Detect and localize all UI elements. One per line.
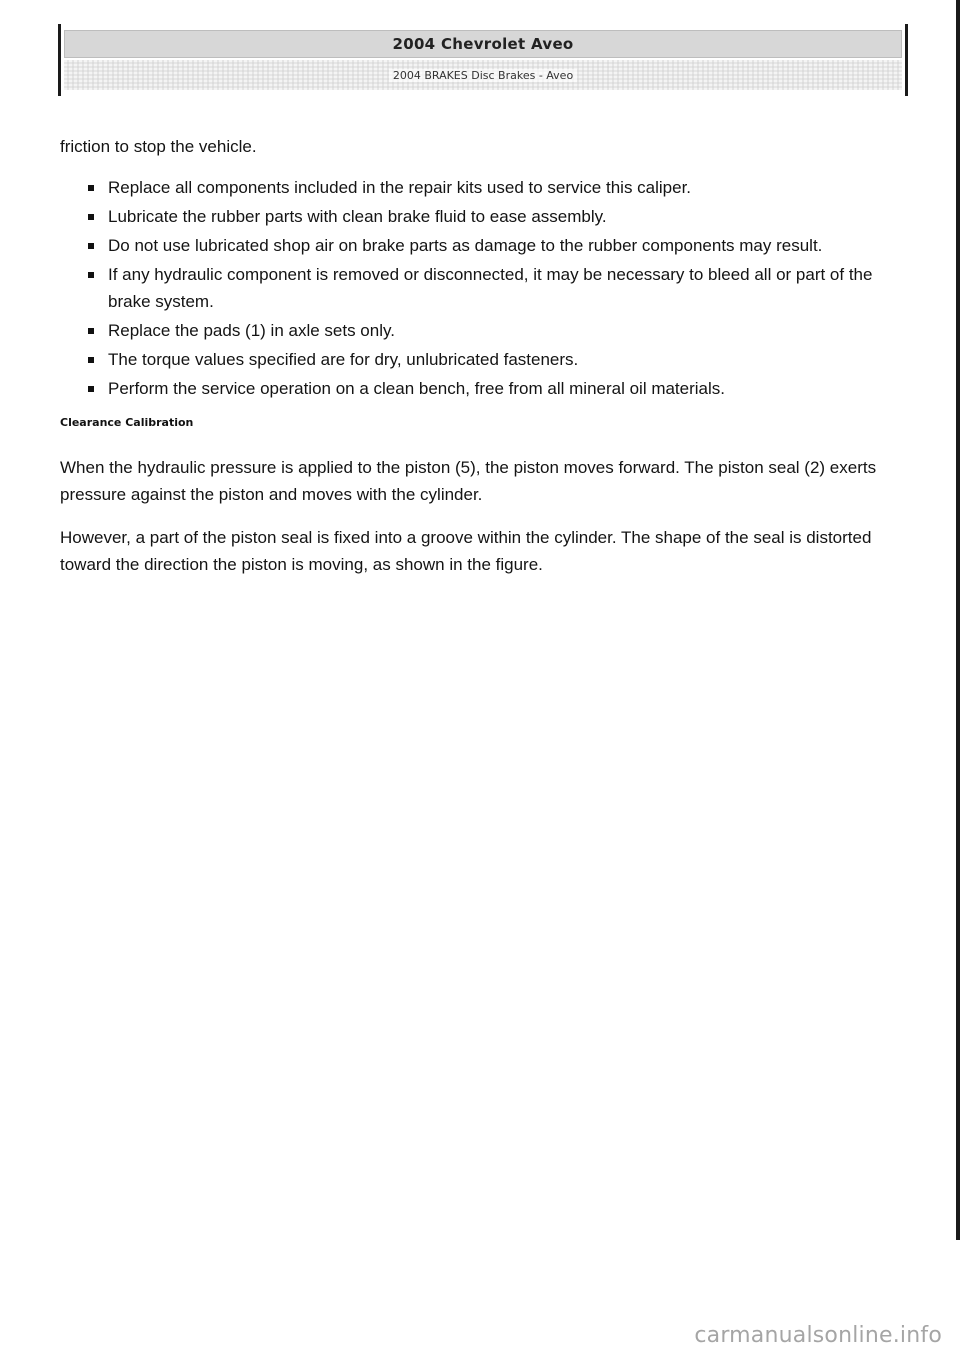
list-item bbox=[60, 203, 905, 230]
list-item-text: Do not use lubricated shop air on brake parts as damage to the rubber components may result. bbox=[108, 236, 823, 255]
section-heading: Clearance Calibration bbox=[60, 416, 194, 429]
list-item bbox=[60, 261, 905, 315]
header-subtitle-bar bbox=[64, 60, 902, 90]
list-item bbox=[60, 317, 905, 344]
list-item bbox=[60, 375, 905, 402]
header-left-rule bbox=[58, 24, 61, 96]
document-title: 2004 Chevrolet Aveo bbox=[392, 35, 574, 53]
body-paragraph: When the hydraulic pressure is applied to the piston (5), the piston moves forward. The piston seal (2) exerts pressure against the piston and moves with the cylinder. bbox=[60, 458, 877, 504]
bullet-icon bbox=[88, 243, 94, 249]
list-item-text: Perform the service operation on a clean bench, free from all mineral oil materials. bbox=[108, 379, 726, 398]
bullet-icon bbox=[88, 328, 94, 334]
list-item bbox=[60, 346, 905, 373]
document-body bbox=[60, 133, 905, 594]
list-item bbox=[60, 174, 905, 201]
service-notes-list bbox=[60, 174, 905, 402]
page-header bbox=[58, 24, 908, 96]
bullet-icon bbox=[88, 386, 94, 392]
list-item-text: Lubricate the rubber parts with clean brake fluid to ease assembly. bbox=[108, 207, 607, 226]
body-paragraph: However, a part of the piston seal is fixed into a groove within the cylinder. The shape of the seal is distorted toward the direction the piston is moving, as shown in the figure. bbox=[60, 528, 872, 574]
list-item-text: The torque values specified are for dry, unlubricated fasteners. bbox=[108, 350, 579, 369]
intro-text: friction to stop the vehicle. bbox=[60, 137, 257, 156]
list-item-text: Replace the pads (1) in axle sets only. bbox=[108, 321, 395, 340]
list-item bbox=[60, 232, 905, 259]
watermark: carmanualsonline.info bbox=[694, 1323, 942, 1348]
bullet-icon bbox=[88, 272, 94, 278]
list-item-text: If any hydraulic component is removed or disconnected, it may be necessary to bleed all or part of the brake system. bbox=[108, 265, 873, 311]
bullet-icon bbox=[88, 214, 94, 220]
header-title-bar bbox=[64, 30, 902, 58]
document-subtitle: 2004 BRAKES Disc Brakes - Aveo bbox=[389, 69, 577, 82]
bullet-icon bbox=[88, 185, 94, 191]
bullet-icon bbox=[88, 357, 94, 363]
list-item-text: Replace all components included in the repair kits used to service this caliper. bbox=[108, 178, 692, 197]
page-edge-rule bbox=[956, 0, 960, 1240]
header-right-rule bbox=[905, 24, 908, 96]
